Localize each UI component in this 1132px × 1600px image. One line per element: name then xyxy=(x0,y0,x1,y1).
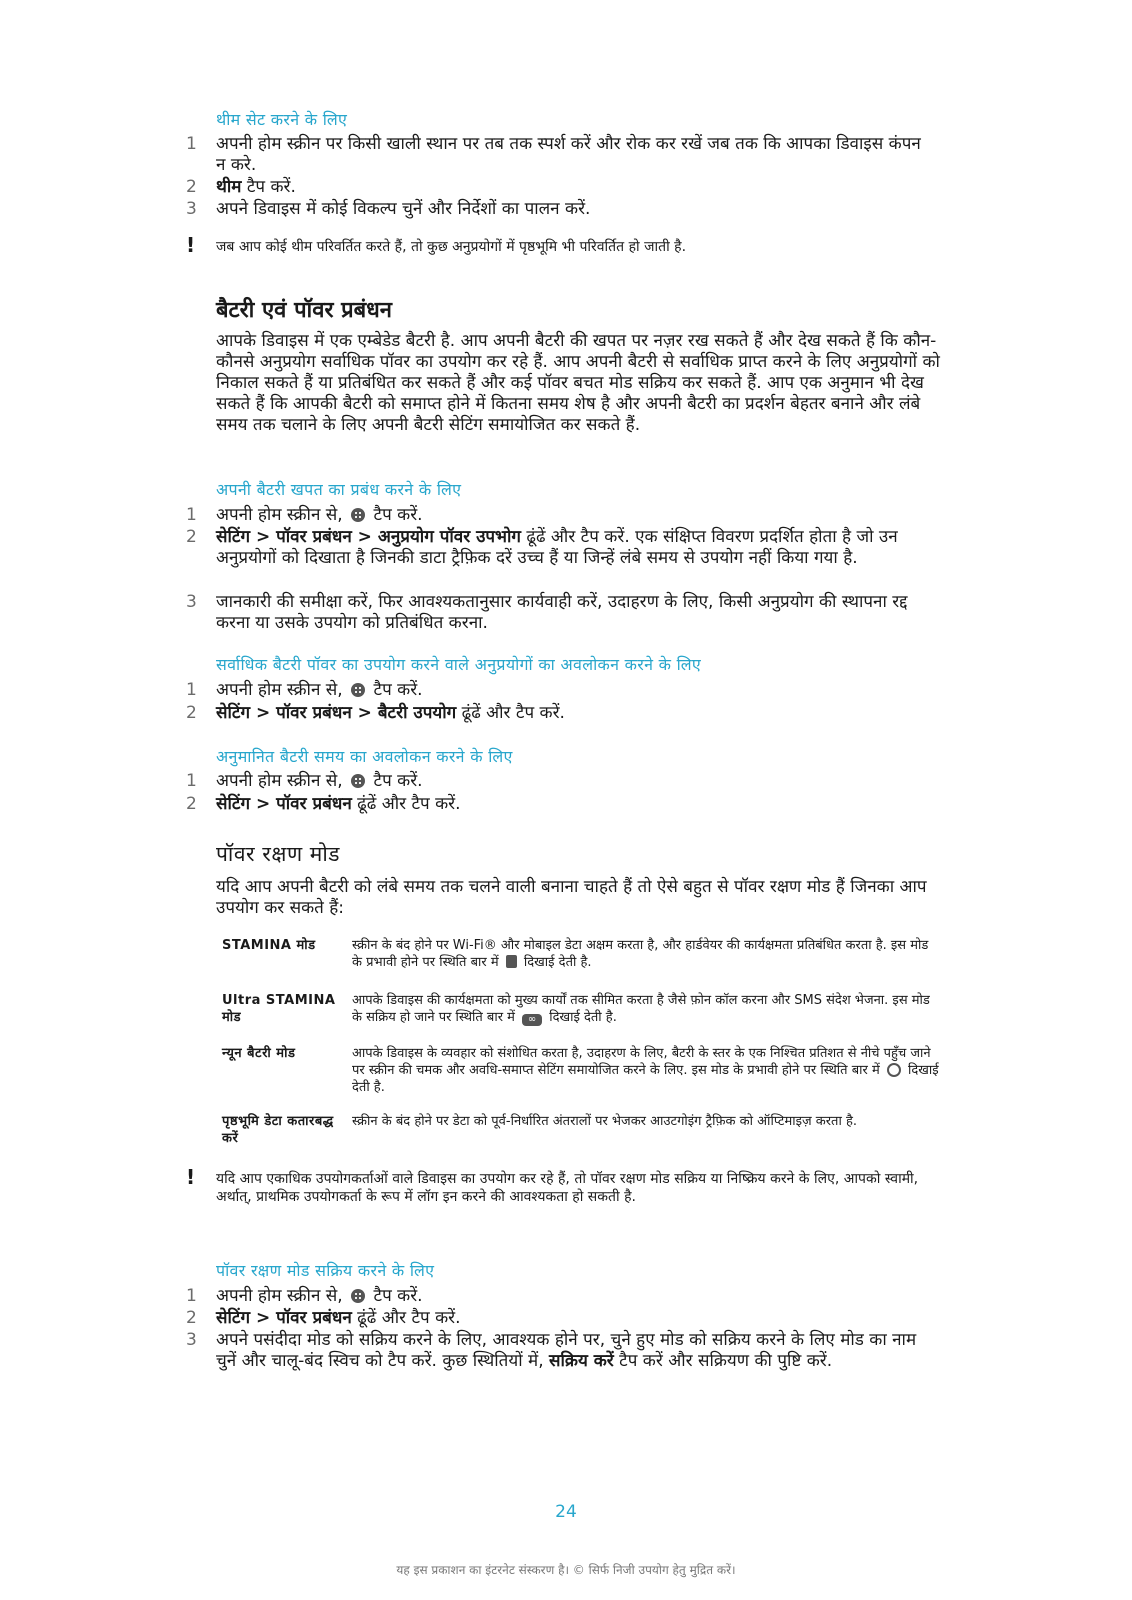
estimate-step-1: 1 अपनी होम स्क्रीन से, टैप करें. xyxy=(186,771,423,791)
low-battery-icon xyxy=(887,1063,901,1077)
mode-term: न्यून बैटरी मोड xyxy=(222,1046,296,1061)
mode-desc: स्क्रीन के बंद होने पर डेटा को पूर्व-निर्धारित अंतरालों पर भेजकर आउटगोइंग ट्रैफ़िक को ऑप्टिमाइज़ करता है. xyxy=(352,1114,857,1129)
theme-note xyxy=(186,233,932,258)
apps-grid-icon xyxy=(351,683,365,697)
menu-path: सेटिंग > पॉवर प्रबंधन xyxy=(216,1308,352,1328)
footer-text: यह इस प्रकाशन का इंटरनेट संस्करण है। © सिर्फ निजी उपयोग हेतु मुद्रित करें। xyxy=(396,1563,736,1577)
menu-path: सेटिंग > पॉवर प्रबंधन > अनुप्रयोग पॉवर उपभोग xyxy=(216,527,521,547)
step-text: ढूंढें और टैप करें. एक संक्षिप्त विवरण प्रदर्शित होता है जो उन अनुप्रयोगों को दिखाता है जिनकी डाटा ट्रैफ़िक दरें उच्च हैं या जिन्हें लंबे समय से उपयोग नहीं किया गया है. xyxy=(216,527,898,568)
manage-step-2: 2 सेटिंग > पॉवर प्रबंधन > अनुप्रयोग पॉवर उपभोग ढूंढें और टैप करें. एक संक्षिप्त विवरण प्रदर्शित होता है जो उन अनुप्रयोगों को दिखाता है जिनकी डाटा ट्रैफ़िक दरें उच्च हैं या जिन्हें लंबे समय से उपयोग नहीं किया गया है. xyxy=(186,527,898,568)
apps-grid-icon xyxy=(351,774,365,788)
activate-step-1: 1 अपनी होम स्क्रीन से, टैप करें. xyxy=(186,1286,423,1306)
activate-step-3: 3 अपने पसंदीदा मोड को सक्रिय करने के लिए, आवश्यक होने पर, चुने हुए मोड को सक्रिय करने के लिए मोड का नाम चुनें और चालू-बंद स्विच को टैप करें. कुछ स्थितियों में, सक्रिय करें टैप करें और सक्रियण की पुष्टि करें. xyxy=(186,1330,917,1371)
note-text: यदि आप एकाधिक उपयोगकर्ताओं वाले डिवाइस का उपयोग कर रहे हैं, तो पॉवर रक्षण मोड सक्रिय या निष्क्रिय करने के लिए, आपको स्वामी, अर्थात्, प्राथमिक उपयोगकर्ता के रूप में लॉग इन करने की आवश्यकता हो सकती है. xyxy=(216,1171,919,1205)
manage-subheading: अपनी बैटरी खपत का प्रबंध करने के लिए xyxy=(216,480,462,499)
view-apps-step-2: 2 सेटिंग > पॉवर प्रबंधन > बैटरी उपयोग ढूंढें और टैप करें. xyxy=(186,703,565,723)
manage-step-3: 3 जानकारी की समीक्षा करें, फिर आवश्यकतानुसार कार्यवाही करें, उदाहरण के लिए, किसी अनुप्रयोग की स्थापना रद्द करना या उसके उपयोग को प्रतिबंधित करना. xyxy=(186,592,932,636)
menu-path: सेटिंग > पॉवर प्रबंधन > बैटरी उपयोग xyxy=(216,703,457,723)
step-text: जानकारी की समीक्षा करें, फिर आवश्यकतानुसार कार्यवाही करें, उदाहरण के लिए, किसी अनुप्रयोग की स्थापना रद्द करना या उसके उपयोग को प्रतिबंधित करना. xyxy=(216,592,908,633)
step-number: 2 xyxy=(186,177,197,197)
theme-step-3 xyxy=(186,199,932,221)
mode-term: पृष्ठभूमि डेटा कतारबद्ध करें xyxy=(222,1114,334,1146)
exclamation-icon: ! xyxy=(186,233,196,257)
battery-heading: बैटरी एवं पॉवर प्रबंधन xyxy=(216,298,392,323)
theme-step-1 xyxy=(186,134,932,178)
exclamation-icon: ! xyxy=(186,1165,196,1189)
estimate-subheading: अनुमानित बैटरी समय का अवलोकन करने के लिए xyxy=(216,747,513,766)
activate-step-2: 2 सेटिंग > पॉवर प्रबंधन ढूंढें और टैप करें. xyxy=(186,1308,461,1328)
apps-grid-icon xyxy=(351,1289,365,1303)
theme-label: थीम xyxy=(216,177,242,197)
theme-step-2 xyxy=(186,177,932,199)
mode-term: Ultra STAMINA मोड xyxy=(222,993,336,1025)
power-modes-intro: यदि आप अपनी बैटरी को लंबे समय तक चलने वाली बनाना चाहते हैं तो ऐसे बहुत से पॉवर रक्षण मोड हैं जिनका आप उपयोग कर सकते हैं: xyxy=(216,877,927,918)
estimate-step-2: 2 सेटिंग > पॉवर प्रबंधन ढूंढें और टैप करें. xyxy=(186,794,461,814)
step-text: टैप करें. xyxy=(241,177,296,197)
step-text: अपने डिवाइस में कोई विकल्प चुनें और निर्देशों का पालन करें. xyxy=(216,199,591,219)
battery-intro: आपके डिवाइस में एक एम्बेडेड बैटरी है. आप अपनी बैटरी की खपत पर नज़र रख सकते हैं और देख सकते हैं कि कौन-कौनसे अनुप्रयोग सर्वाधिक पॉवर का उपयोग कर रहे हैं. आप अपनी बैटरी से सर्वाधिक प्राप्त करने के लिए अनुप्रयोगों को निकाल सकते हैं या प्रतिबंधित कर सकते हैं और कई पॉवर बचत मोड सक्रिय कर सकते हैं. आप एक अनुमान भी देख सकते हैं कि आपकी बैटरी को समाप्त होने में कितना समय शेष है और अपनी बैटरी का प्रदर्शन बेहतर बनाने और लंबे समय तक चलाने के लिए अपनी बैटरी सेटिंग समायोजित कर सकते हैं. xyxy=(216,331,940,435)
note-text: जब आप कोई थीम परिवर्तित करते हैं, तो कुछ अनुप्रयोगों में पृष्ठभूमि भी परिवर्तित हो जाती है. xyxy=(216,239,687,255)
modes-table: STAMINA मोड स्क्रीन के बंद होने पर Wi-Fi® और मोबाइल डेटा अक्षम करता है, और हार्डवेयर की कार्यक्षमता प्रतिबंधित करता है. इस मोड के प्रभावी होने पर स्थिति बार में दिखाई देती है. Ultra STAMINA मोड आपके डिवाइस की कार्यक्षमता को मुख्य कार्यों तक सीमित करता है जैसे फ़ोन कॉल करना और SMS संदेश भेजना. इस मोड के सक्रिय हो जाने पर स्थिति बार में ∞ दिखाई देती है. न्यून बैटरी मोड आपके डिवाइस के व्यवहार को संशोधित करता है, उदाहरण के लिए, बैटरी के स्तर के एक निश्चित प्रतिशत से नीचे पहुँच जाने पर स्क्रीन की चमक और अवधि-समाप्त सेटिंग समायोजित करने के लिए. इस मोड के प्रभावी होने पर स्थिति बार में दिखाई देती है. पृष्ठभूमि डेटा कतारबद्ध करें स्क्रीन के बंद होने पर डेटा को पूर्व-निर्धारित अंतरालों पर भेजकर आउटगोइंग ट्रैफ़िक को ऑप्टिमाइज़ करता है. xyxy=(222,937,942,1142)
menu-path: सेटिंग > पॉवर प्रबंधन xyxy=(216,794,352,814)
apps-grid-icon xyxy=(351,508,365,522)
step-text: अपनी होम स्क्रीन पर किसी खाली स्थान पर तब तक स्पर्श करें और रोक कर रखें जब तक कि आपका डिवाइस कंपन न करे. xyxy=(216,134,921,175)
mode-term: STAMINA मोड xyxy=(222,938,316,953)
step-number: 3 xyxy=(186,199,197,219)
power-modes-heading: पॉवर रक्षण मोड xyxy=(216,842,341,866)
stamina-icon xyxy=(506,955,517,968)
multi-user-note xyxy=(186,1165,932,1226)
theme-subheading: थीम सेट करने के लिए xyxy=(216,110,348,129)
activate-subheading: पॉवर रक्षण मोड सक्रिय करने के लिए xyxy=(216,1261,435,1280)
page-number: 24 xyxy=(555,1502,577,1522)
ultra-stamina-icon: ∞ xyxy=(522,1014,542,1026)
manage-step-1: 1 अपनी होम स्क्रीन से, टैप करें. xyxy=(186,505,423,525)
view-apps-step-1: 1 अपनी होम स्क्रीन से, टैप करें. xyxy=(186,680,423,700)
view-apps-subheading: सर्वाधिक बैटरी पॉवर का उपयोग करने वाले अनुप्रयोगों का अवलोकन करने के लिए xyxy=(216,655,702,674)
step-number: 1 xyxy=(186,134,197,154)
